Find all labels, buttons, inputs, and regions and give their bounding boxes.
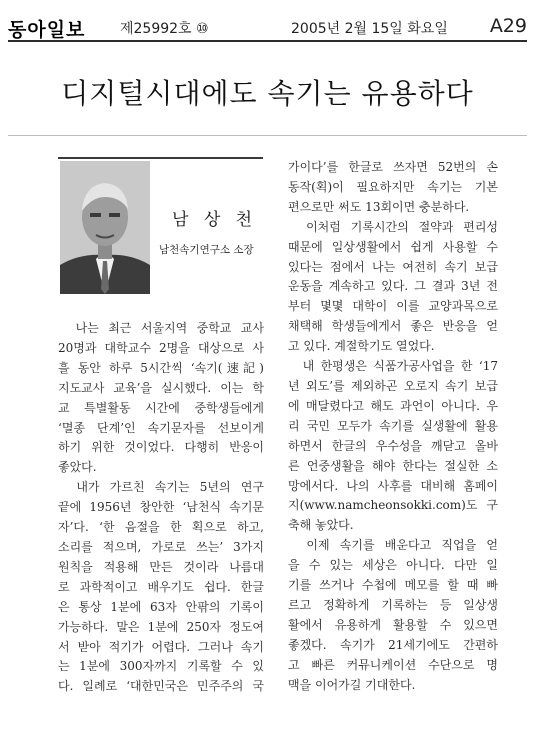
text-line: 흘 동안 하루 5시간씩 ‘속기(速記) bbox=[58, 360, 264, 375]
text-line: 활에서 유용하게 활용할 수 있으면 bbox=[288, 617, 498, 632]
text-line: 가이다’를 한글로 쓰자면 52번의 손 bbox=[288, 160, 498, 174]
text-line: 내 한평생은 식품가공사업을 한 ‘17 bbox=[288, 359, 498, 374]
text-line: 에 매달렸다고 해도 과언이 아니다. 우 bbox=[288, 398, 498, 413]
paragraph bbox=[288, 357, 498, 536]
issue-number: 제25992호 ⑩ bbox=[120, 21, 209, 37]
text-line: 지도교사 교육’을 실시했다. 이는 학 bbox=[58, 380, 264, 395]
text-line: 원칙을 적용해 만든 것이라 나름대 bbox=[58, 559, 264, 574]
text-line: 좋겠다. 속기가 21세기에도 간편하 bbox=[288, 637, 498, 652]
text-line: 하기 위한 것이었다. 다행히 반응이 bbox=[58, 440, 264, 455]
text-line: 지(www.namcheonsokki.com)도 구 bbox=[288, 498, 498, 513]
text-line: 좋았다. bbox=[58, 460, 97, 475]
left-column bbox=[58, 319, 264, 697]
text-line: 이제 속기를 배운다고 직업을 얻 bbox=[288, 538, 498, 553]
text-line: 내가 가르친 속기는 5년의 연구 bbox=[58, 480, 264, 495]
text-line: 20명과 대학교수 2명을 대상으로 사 bbox=[58, 340, 264, 355]
article-headline: 디지털시대에도 속기는 유용하다 bbox=[61, 77, 474, 110]
page-number: A29 bbox=[489, 15, 527, 37]
paragraph bbox=[58, 478, 264, 697]
text-line: 자’다. ‘한 음절을 한 획으로 하고, bbox=[58, 520, 264, 535]
text-line: 있다는 점에서 나는 여전히 속기 보급 bbox=[288, 259, 498, 274]
text-line: 때문에 일상생활에서 쉽게 사용할 수 bbox=[288, 239, 498, 254]
text-line: 교 특별활동 시간에 중학생들에게 bbox=[58, 400, 264, 415]
author-photo bbox=[60, 161, 150, 294]
text-line: 맥을 이어가길 기대한다. bbox=[288, 677, 416, 692]
text-line: 축해 놓았다. bbox=[288, 518, 354, 533]
newspaper-logo: 동아일보 bbox=[8, 19, 86, 41]
text-line: 로 과학적이고 배우기도 쉽다. 한글 bbox=[58, 579, 264, 594]
text-line: 고 있다. 계절학기도 열었다. bbox=[288, 339, 435, 354]
author-box-rule bbox=[58, 157, 263, 159]
paragraph bbox=[288, 158, 498, 218]
publication-date: 2005년 2월 15일 화요일 bbox=[291, 21, 448, 37]
text-line: 다. 일례로 ‘대한민국은 민주주의 국 bbox=[58, 679, 264, 694]
headline-divider bbox=[8, 135, 527, 136]
text-line: 망에서다. 나의 사후를 대비해 홈페이 bbox=[288, 478, 498, 493]
text-line: 운동을 계속하고 있다. 그 결과 3년 전 bbox=[288, 279, 498, 294]
text-line: 이처럼 기록시간의 절약과 편리성 bbox=[288, 219, 498, 234]
text-line: 년 외도’를 제외하곤 오로지 속기 보급 bbox=[288, 378, 498, 393]
text-line: 은 통상 1분에 63자 안팎의 기록이 bbox=[58, 599, 264, 614]
text-line: 을 수 있는 세상은 아니다. 다만 일 bbox=[288, 558, 498, 573]
text-line: ‘멸종 단계’인 속기문자를 선보이게 bbox=[58, 420, 264, 435]
text-line: 른 언중생활을 해야 한다는 절실한 소 bbox=[288, 458, 498, 473]
author-affiliation: 남천속기연구소 소장 bbox=[159, 244, 254, 256]
text-line: 채택해 학생들에게서 좋은 반응을 얻 bbox=[288, 319, 498, 334]
author-name: 남 상 천 bbox=[172, 210, 258, 230]
text-line: 리 국민 모두가 속기를 실생활에 활용 bbox=[288, 418, 498, 433]
text-line: 고 빠른 커뮤니케이션 수단으로 명 bbox=[288, 657, 498, 672]
text-line: 나는 최근 서울지역 중학교 교사 bbox=[58, 321, 264, 335]
text-line: 르고 정확하게 기록하는 등 일상생 bbox=[288, 597, 498, 612]
text-line: 는 1분에 300자까지 기록할 수 있 bbox=[58, 659, 264, 674]
text-line: 하면서 한글의 우수성을 깨닫고 올바 bbox=[288, 438, 498, 453]
text-line: 서 받아 적기가 어렵다. 그러나 속기 bbox=[58, 639, 264, 654]
text-line: 부터 몇몇 대학이 이를 교양과목으로 bbox=[288, 299, 498, 314]
paragraph bbox=[288, 218, 498, 357]
text-line: 소리를 적으며, 가로로 쓰는’ 3가지 bbox=[58, 539, 264, 554]
text-line: 동작(획)이 필요하지만 속기는 기본 bbox=[288, 179, 498, 194]
right-column bbox=[288, 158, 498, 695]
text-line: 편으로만 써도 13회이면 충분하다. bbox=[288, 199, 470, 214]
paragraph bbox=[58, 319, 264, 478]
masthead bbox=[8, 15, 527, 41]
paragraph bbox=[288, 536, 498, 695]
text-line: 기를 쓰거나 수첩에 메모를 할 때 빠 bbox=[288, 578, 498, 593]
text-line: 끝에 1956년 창안한 ‘남천식 속기문 bbox=[58, 500, 264, 515]
text-line: 가능하다. 말은 1분에 250자 정도여 bbox=[58, 619, 264, 634]
masthead-rule bbox=[8, 40, 527, 42]
